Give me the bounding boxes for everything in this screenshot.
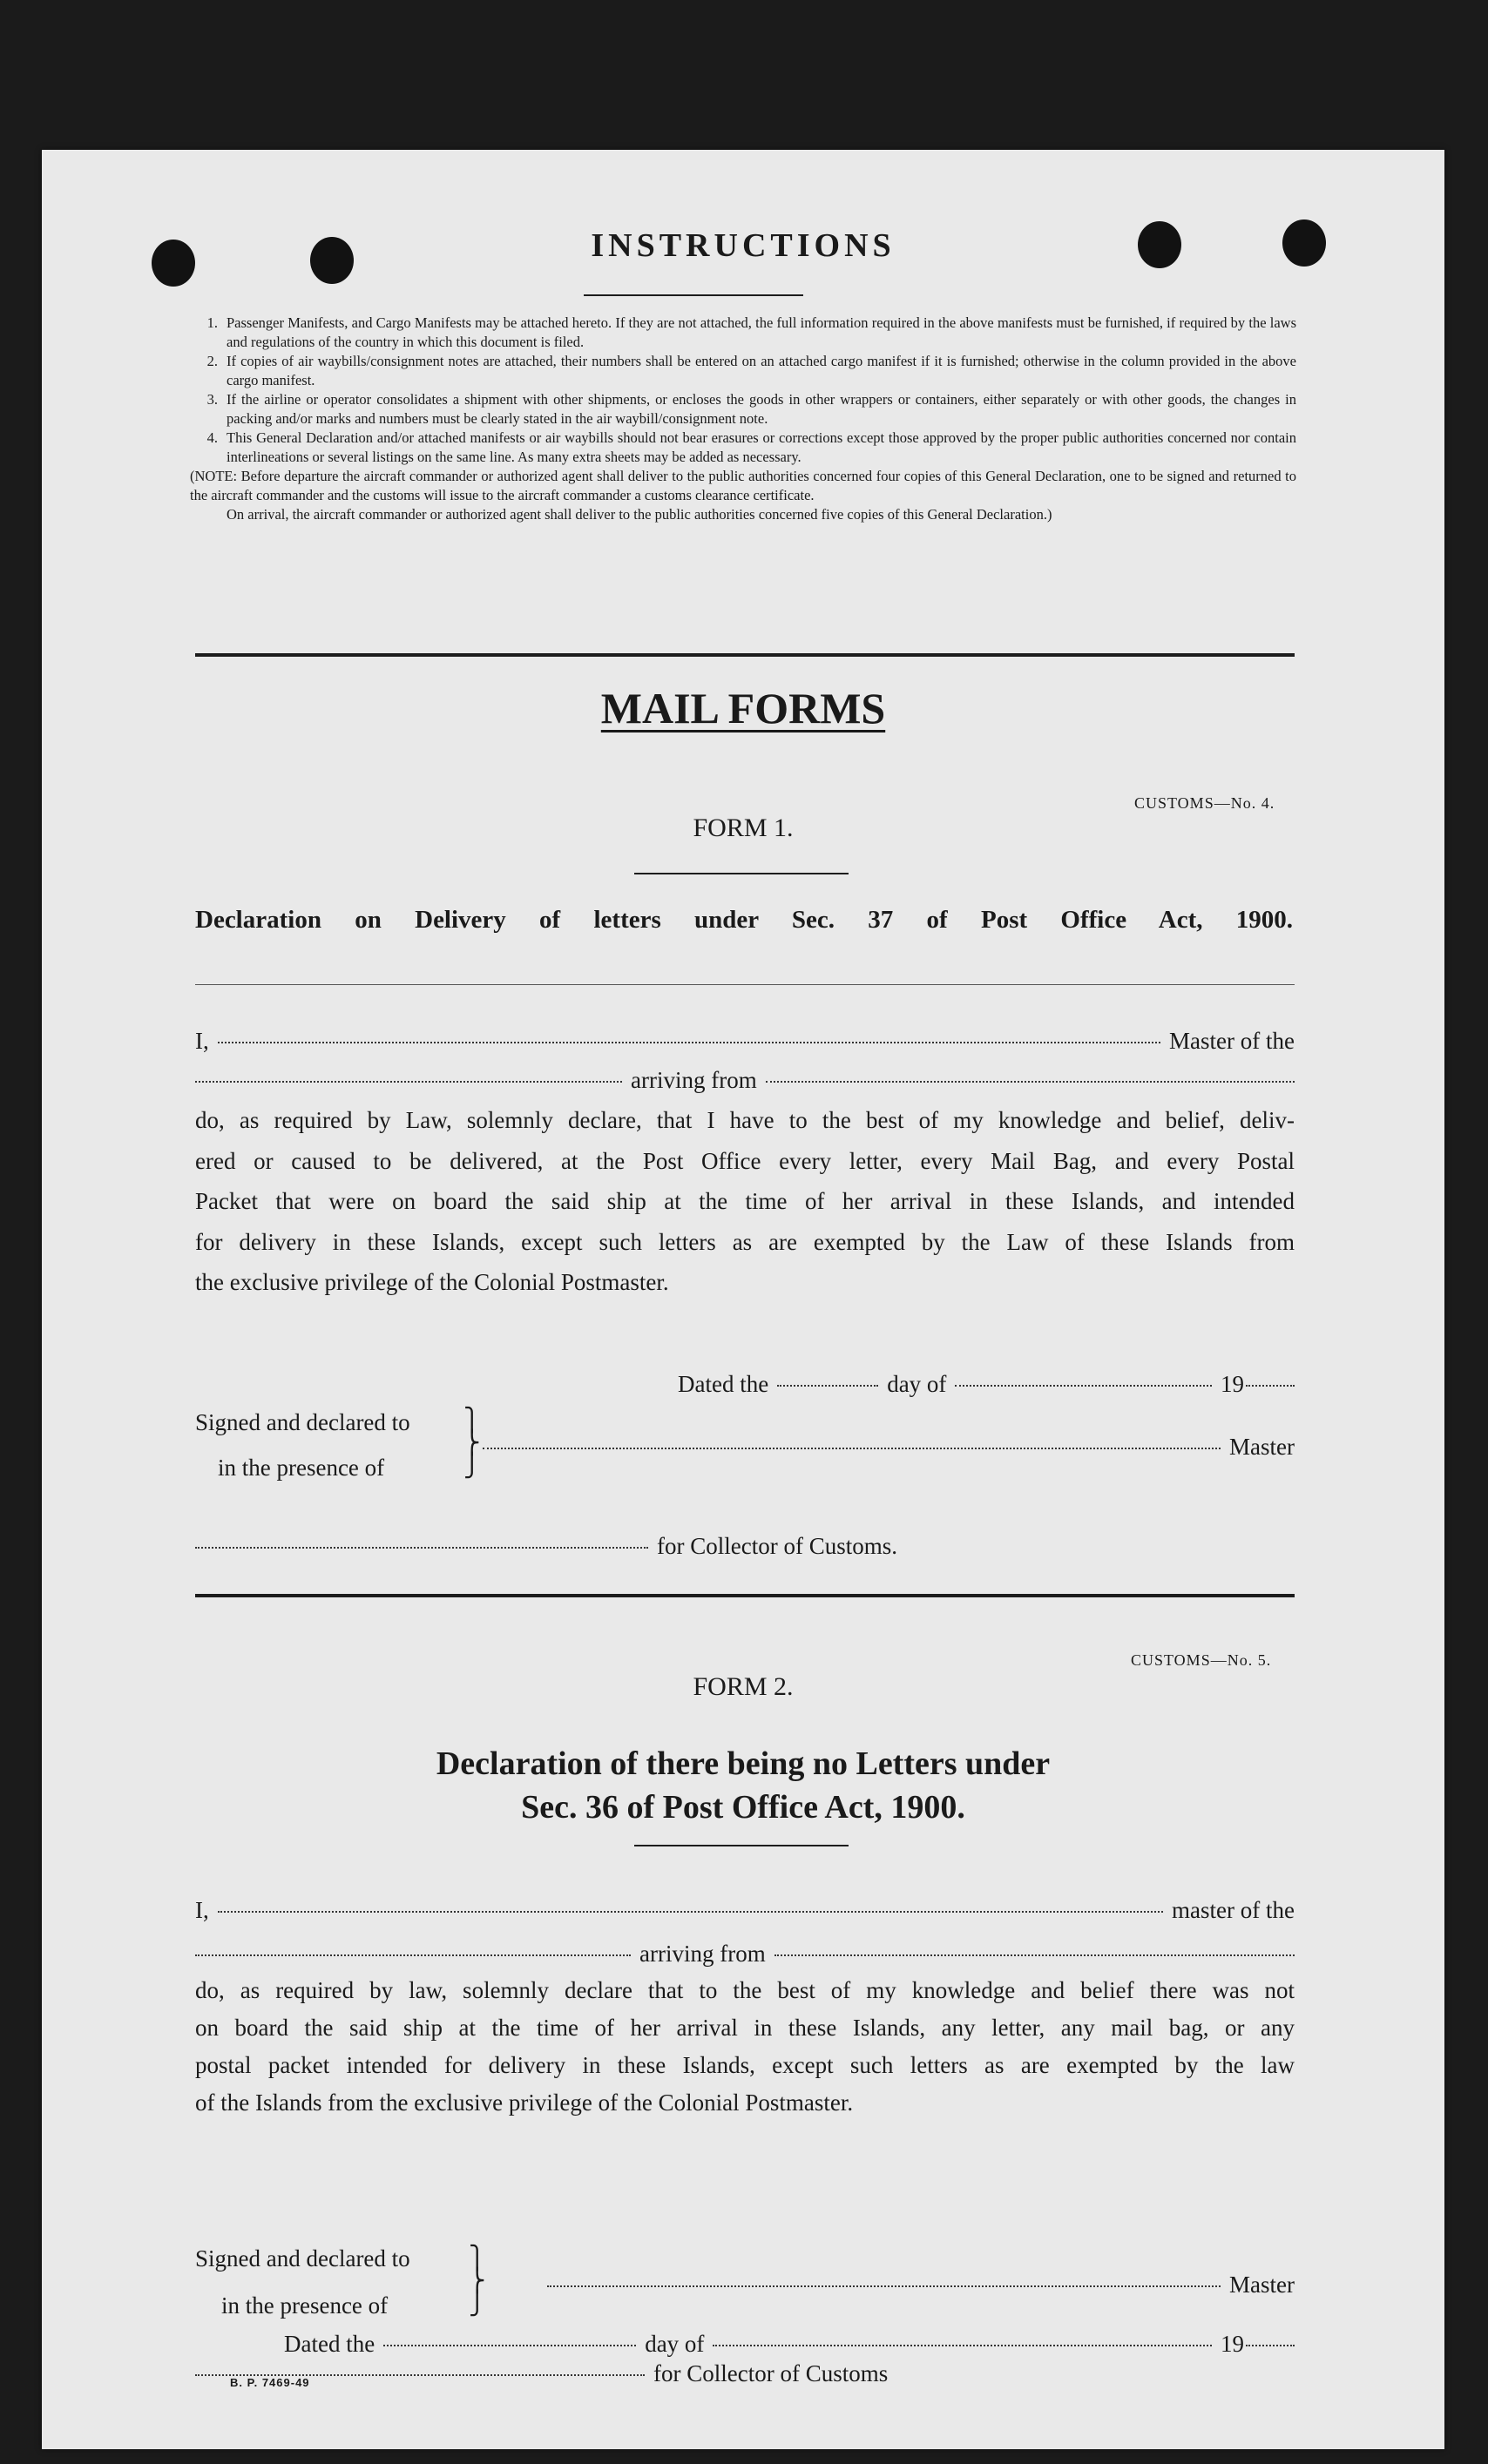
form1-collector-line xyxy=(195,1526,1295,1566)
form2-year-field[interactable] xyxy=(1246,2345,1295,2346)
form2-signature-field[interactable] xyxy=(547,2285,1221,2287)
form1-body-line: the exclusive privilege of the Colonial Postmaster. xyxy=(195,1269,669,1295)
form2-title-underline xyxy=(634,1845,849,1846)
form1-body-line: for delivery in these Islands, except such letters as are exempted by the Law of these Islands from xyxy=(195,1228,1295,1255)
form1-declaration-heading: Declaration on Delivery of letters under Sec. 37 of Post Office Act, 1900. xyxy=(195,906,1293,934)
instruction-item-3: 3. If the airline or operator consolidates a shipment with other shipments, or encloses the goods in other wrappers or containers, either separately or with other goods, the changes in packing and/or marks and numbers must be clearly stated in the air waybill/consignment note. xyxy=(206,391,1296,427)
form1-body xyxy=(195,1100,1295,1303)
form2-signature-brace: ⎫ ⎬ ⎭ xyxy=(469,2245,486,2316)
form2-body-line: on board the said ship at the time of her arrival in these Islands, any letter, any mail bag, or any xyxy=(195,2015,1295,2041)
form1-arriving-line xyxy=(195,1060,1295,1100)
form2-name-field[interactable] xyxy=(218,1911,1163,1913)
form1-arriving-from-label: arriving from xyxy=(631,1067,757,1093)
form2-signed-label-1: Signed and declared to xyxy=(195,2245,410,2272)
form1-collector-label: for Collector of Customs. xyxy=(657,1533,897,1559)
form2-ship-name-field[interactable] xyxy=(195,1954,631,1956)
form2-body-line: postal packet intended for delivery in these Islands, except such letters as are exempted by the law xyxy=(195,2052,1295,2078)
form2-signature-line xyxy=(547,2265,1295,2305)
form2-title: FORM 2. xyxy=(693,1672,794,1701)
form2-month-field[interactable] xyxy=(713,2345,1212,2346)
form1-signed-label-1: Signed and declared to xyxy=(195,1409,410,1435)
form2-master-line xyxy=(195,1890,1295,1930)
form2-customs-number: CUSTOMS—No. 5. xyxy=(1131,1651,1272,1669)
form2-collector-label: for Collector of Customs xyxy=(653,2360,889,2386)
mail-forms-title: MAIL FORMS xyxy=(600,684,886,732)
form2-arriving-from-field[interactable] xyxy=(774,1954,1295,1956)
form1-day-of-label: day of xyxy=(887,1371,947,1397)
form1-year-field[interactable] xyxy=(1246,1385,1295,1387)
form1-dated-the-label: Dated the xyxy=(678,1371,769,1397)
form2-declaration-line-2: Sec. 36 of Post Office Act, 1900. xyxy=(521,1789,965,1826)
form1-body-line: ered or caused to be delivered, at the Post Office every letter, every Mail Bag, and every Postal xyxy=(195,1147,1295,1174)
form1-name-field[interactable] xyxy=(218,1042,1160,1043)
instruction-note-arrival: On arrival, the aircraft commander or authorized agent shall deliver to the public authorities concerned five copies of this General Declaration.) xyxy=(227,506,1052,523)
form1-master-of-the-label: Master of the xyxy=(1169,1028,1295,1054)
form2-day-field[interactable] xyxy=(383,2345,636,2346)
instructions-title-underline xyxy=(584,294,803,296)
form1-title: FORM 1. xyxy=(693,813,794,842)
form1-customs-number: CUSTOMS—No. 4. xyxy=(1134,794,1275,812)
form2-day-of-label: day of xyxy=(645,2331,705,2357)
form1-arriving-from-field[interactable] xyxy=(766,1081,1295,1083)
form1-body-line: Packet that were on board the said ship at the time of her arrival in these Islands, and intended xyxy=(195,1188,1295,1214)
form1-ship-name-field[interactable] xyxy=(195,1081,622,1083)
form1-master-line xyxy=(195,1021,1295,1061)
form1-title-underline xyxy=(634,873,849,874)
instructions-bottom-rule xyxy=(195,653,1295,657)
form1-collector-signature-field[interactable] xyxy=(195,1547,648,1549)
form2-signed-label-2: in the presence of xyxy=(221,2292,389,2319)
instruction-item-2: 2. If copies of air waybills/consignment notes are attached, their numbers shall be entered on an attached cargo manifest if it is furnished; otherwise in the column provided in the above cargo manifest. xyxy=(206,353,1296,388)
form2-body xyxy=(195,1972,1295,2122)
form1-signed-label-2: in the presence of xyxy=(218,1455,385,1481)
form1-signature-field[interactable] xyxy=(483,1448,1221,1449)
instructions-title: INSTRUCTIONS xyxy=(591,227,896,264)
form1-dated-line xyxy=(678,1364,1295,1404)
instruction-item-1: 1. Passenger Manifests, and Cargo Manifests may be attached hereto. If they are not attached, the full information required in the above manifests must be furnished, if required by the laws and regulations of the country in which this document is filed. xyxy=(206,314,1296,350)
form1-year-label: 19 xyxy=(1221,1371,1244,1397)
forms-separator-rule xyxy=(195,1594,1295,1597)
form2-dated-the-label: Dated the xyxy=(284,2331,375,2357)
form2-declaration-line-1: Declaration of there being no Letters under xyxy=(436,1745,1051,1782)
form2-year-label: 19 xyxy=(1221,2331,1244,2357)
instructions-list xyxy=(190,314,1296,524)
instruction-item-4: 4. This General Declaration and/or attached manifests or air waybills should not bear erasures or corrections except those approved by the proper public authorities concerned nor contain interlineations or several listings on the same line. As many extra sheets may be added as necessary. xyxy=(206,429,1296,465)
form1-month-field[interactable] xyxy=(955,1385,1212,1387)
document-page xyxy=(42,150,1444,2449)
form2-body-line: of the Islands from the exclusive privilege of the Colonial Postmaster. xyxy=(195,2089,854,2116)
form1-signature-brace: ⎫ ⎬ ⎭ xyxy=(463,1408,481,1478)
form1-i-label: I, xyxy=(195,1028,209,1054)
form2-arriving-from-label: arriving from xyxy=(639,1941,766,1967)
form2-arriving-line xyxy=(195,1934,1295,1974)
form1-day-field[interactable] xyxy=(777,1385,878,1387)
print-code: B. P. 7469-49 xyxy=(230,2376,310,2389)
form2-i-label: I, xyxy=(195,1897,209,1923)
form1-signature-line xyxy=(483,1427,1295,1467)
form2-master-of-the-label: master of the xyxy=(1172,1897,1295,1923)
form2-body-line: do, as required by law, solemnly declare that to the best of my knowledge and belief there was not xyxy=(195,1977,1295,2003)
instruction-note: (NOTE: Before departure the aircraft commander or authorized agent shall deliver to the public authorities concerned four copies of this General Declaration, one to be signed and returned to the aircraft commander and the customs will issue to the aircraft commander a customs clearance certificate. xyxy=(190,468,1296,503)
form1-body-line: do, as required by Law, solemnly declare, that I have to the best of my knowledge and belief, deliv- xyxy=(195,1107,1295,1133)
form1-master-label: Master xyxy=(1229,1434,1295,1460)
form2-declaration-heading xyxy=(42,1742,1444,1829)
form2-master-label: Master xyxy=(1229,2272,1295,2298)
form1-declaration-rule xyxy=(195,984,1295,985)
